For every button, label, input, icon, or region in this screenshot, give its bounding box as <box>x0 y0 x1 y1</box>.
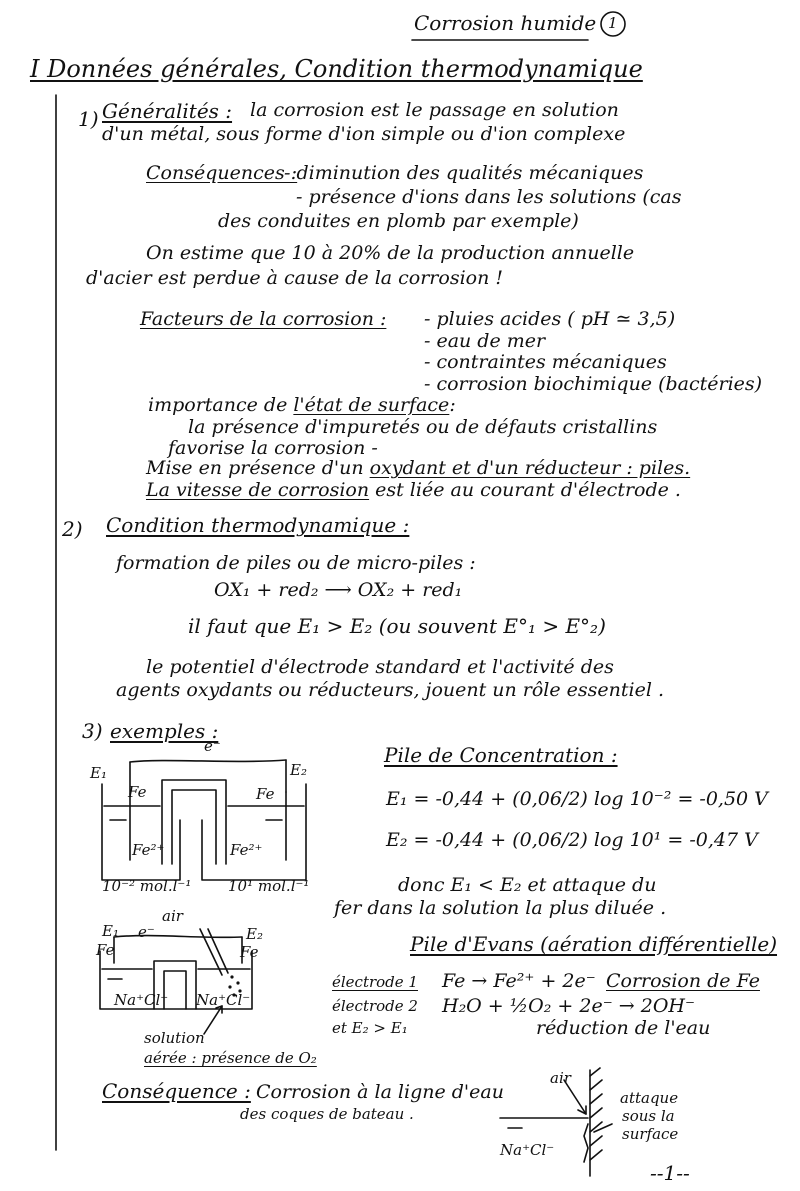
evans-reaction-2: H₂O + ½O₂ + 2e⁻ → 2OH⁻ <box>442 995 695 1017</box>
diagram2-E2-label: E₂ <box>246 925 263 943</box>
condition-line-3: agents oxydants ou réducteurs, jouent un rôle essentiel . <box>116 679 665 701</box>
E2-equation: E₂ = -0,44 + (0,06/2) log 10¹ = -0,47 V <box>386 829 758 851</box>
factor-4: - corrosion biochimique (bactéries) <box>424 373 763 395</box>
consequence-text-1: Corrosion à la ligne d'eau <box>256 1081 504 1103</box>
consequence-1: - diminution des qualités mécaniques <box>284 162 644 184</box>
evans-electrode-1: électrode 1 <box>332 973 418 991</box>
title-decor <box>0 0 800 60</box>
diagram1-Fe-right: Fe <box>256 785 275 803</box>
diagram1-Fe2-left: Fe²⁺ <box>132 841 165 859</box>
diagram1-conc-left: 10⁻² mol.l⁻¹ <box>102 877 192 895</box>
diagram2-Fe-right: Fe <box>240 943 259 961</box>
attack-label-1: attaque <box>620 1089 679 1107</box>
generalites-text-1: la corrosion est le passage en solution <box>250 99 619 121</box>
evans-reaction-1: Fe → Fe²⁺ + 2e⁻ <box>442 970 596 992</box>
evans-corrosion-fe: Corrosion de Fe <box>606 970 760 992</box>
equation-1: OX₁ + red₂ ⟶ OX₂ + red₁ <box>214 579 463 601</box>
solution-arrow <box>196 1000 236 1040</box>
diagram2-E1-label: E₁ <box>102 922 119 940</box>
piles-underlined: oxydant et d'un réducteur : piles. <box>369 457 691 479</box>
diagram2-air-label: air <box>162 907 183 925</box>
evans-electrode-2: électrode 2 <box>332 997 418 1015</box>
surface-underlined: l'état de surface <box>293 394 450 416</box>
surface-post: : <box>449 394 456 416</box>
solution-label-2: aérée : présence de O₂ <box>144 1049 317 1067</box>
attack-label-2: sous la <box>622 1107 675 1125</box>
diagram2-nacl-right: Na⁺Cl⁻ <box>196 991 251 1009</box>
surface-detail-1: la présence d'impuretés ou de défauts cristallins <box>188 416 658 438</box>
generalites-text-2: d'un métal, sous forme d'ion simple ou d'ion complexe <box>102 123 626 145</box>
concentration-conclusion-1: donc E₁ < E₂ et attaque du <box>398 874 657 896</box>
concentration-title: Pile de Concentration : <box>384 743 618 767</box>
estimate-1: On estime que 10 à 20% de la production annuelle <box>146 242 635 264</box>
consequence-heading: Conséquence : <box>102 1079 251 1103</box>
waterline-nacl-label: Na⁺Cl⁻ <box>500 1141 555 1159</box>
condition-line-1: formation de piles ou de micro-piles : <box>116 552 476 574</box>
generalites-heading: Généralités : <box>102 99 233 123</box>
evans-reduction: réduction de l'eau <box>536 1017 711 1039</box>
condition-heading: Condition thermodynamique : <box>106 513 410 537</box>
surface-line <box>148 395 456 416</box>
item-number: 1) <box>78 107 99 131</box>
page-title: Corrosion humide <box>414 11 597 35</box>
page-number: --1-- <box>650 1161 690 1185</box>
diagram1-E2-label: E₂ <box>290 761 307 779</box>
page-circle-number: 1 <box>608 14 618 32</box>
diagram1-conc-right: 10¹ mol.l⁻¹ <box>228 877 310 895</box>
vitesse-underlined: La vitesse de corrosion <box>146 479 370 501</box>
diagram1-Fe2-right: Fe²⁺ <box>230 841 263 859</box>
solution-label-1: solution <box>144 1029 205 1047</box>
evans-condition: et E₂ > E₁ <box>332 1019 408 1037</box>
consequences-heading: Conséquences : <box>146 162 298 184</box>
examples-heading: exemples : <box>110 719 219 743</box>
section-heading: I Données générales, Condition thermodynamique <box>30 55 643 83</box>
factor-1: - pluies acides ( pH ≃ 3,5) <box>424 308 676 330</box>
consequence-3: des conduites en plomb par exemple) <box>218 210 579 232</box>
diagram1-electron-label: e⁻ <box>204 737 221 755</box>
item-number: 3) <box>82 719 103 743</box>
concentration-conclusion-2: fer dans la solution la plus diluée . <box>334 897 667 919</box>
consequence-text-2: des coques de bateau . <box>240 1105 414 1123</box>
surface-detail-2: favorise la corrosion - <box>168 437 378 459</box>
surface-pre: importance de <box>148 394 288 416</box>
equation-2: il faut que E₁ > E₂ (ou souvent E°₁ > E°₂) <box>188 614 606 638</box>
factors-heading: Facteurs de la corrosion : <box>140 308 387 330</box>
item-number: 2) <box>62 517 83 541</box>
diagram1-E1-label: E₁ <box>90 764 107 782</box>
vitesse-post: est liée au courant d'électrode . <box>375 479 681 501</box>
piles-pre: Mise en présence d'un <box>146 457 364 479</box>
piles-line <box>146 458 690 479</box>
margin-line <box>48 0 68 1191</box>
condition-line-2: le potentiel d'électrode standard et l'activité des <box>146 656 614 678</box>
vitesse-line <box>146 480 681 501</box>
factor-2: - eau de mer <box>424 330 546 352</box>
attack-label-3: surface <box>622 1125 679 1143</box>
E1-equation: E₁ = -0,44 + (0,06/2) log 10⁻² = -0,50 V <box>386 788 768 810</box>
diagram2-nacl-left: Na⁺Cl⁻ <box>114 991 169 1009</box>
factor-3: - contraintes mécaniques <box>424 351 667 373</box>
evans-title: Pile d'Evans (aération différentielle) <box>410 932 778 956</box>
waterline-air-label: air <box>550 1069 571 1087</box>
consequence-2: - présence d'ions dans les solutions (cas <box>296 186 682 208</box>
estimate-2: d'acier est perdue à cause de la corrosion ! <box>86 267 503 289</box>
diagram2-electron-label: e⁻ <box>138 923 155 941</box>
diagram2-Fe-left: Fe <box>96 941 115 959</box>
diagram1-Fe-left: Fe <box>128 783 147 801</box>
